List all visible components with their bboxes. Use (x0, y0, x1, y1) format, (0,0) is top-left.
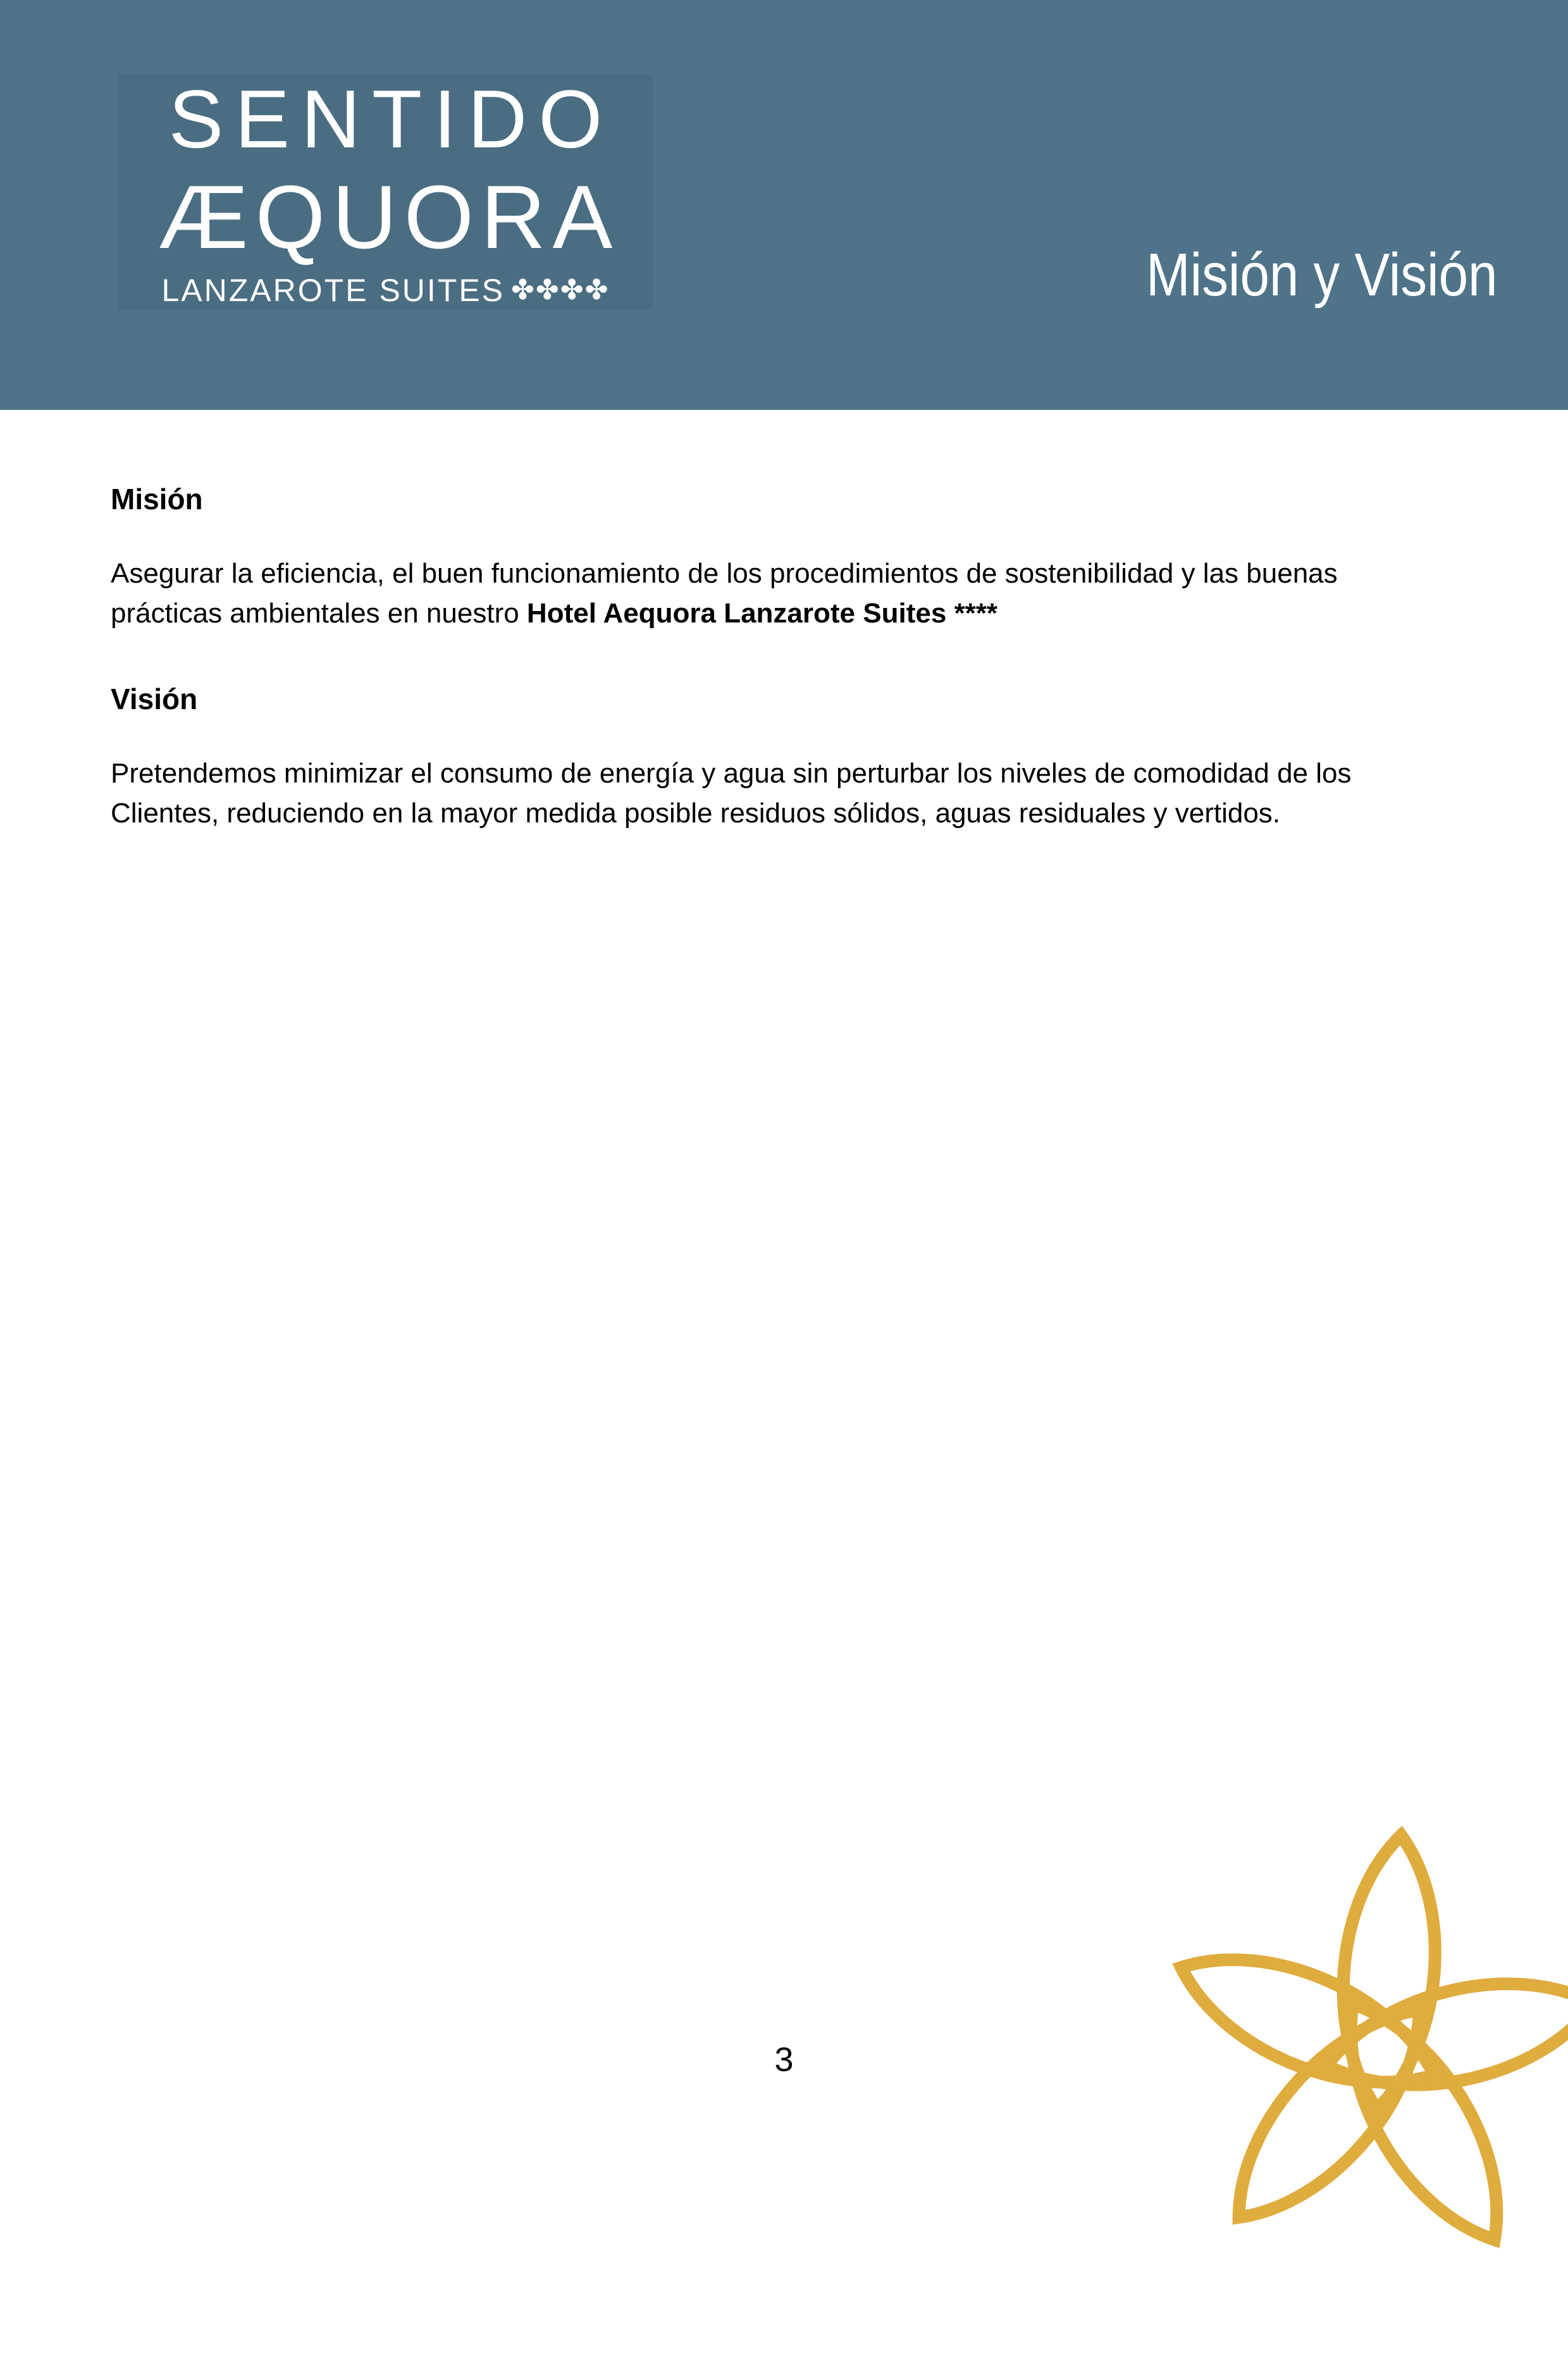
flower-icon (1066, 1736, 1568, 2369)
hotel-logo (118, 72, 653, 309)
page-number: 3 (774, 2041, 794, 2079)
mision-line2-regular: prácticas ambientales en nuestro (111, 598, 527, 629)
header-band (0, 0, 1568, 410)
four-stars-icon: ✤✤✤✤ (511, 273, 610, 306)
vision-line2: Clientes, reduciendo en la mayor medida posible residuos sólidos, aguas residuales y vertidos. (111, 798, 1281, 829)
vision-paragraph (111, 753, 1419, 833)
mision-line2-bold: Hotel Aequora Lanzarote Suites **** (526, 598, 998, 629)
logo-hotel-name-text: ÆQUORA (158, 166, 620, 268)
vision-heading: Visión (111, 683, 198, 715)
logo-subtitle (162, 274, 610, 307)
page-content (111, 484, 1419, 833)
logo-brand-text: SENTIDO (168, 72, 614, 165)
page-title: Misión y Visión (1145, 241, 1497, 309)
mision-line1: Asegurar la eficiencia, el buen funcionamiento de los procedimientos de sostenibilidad y las buenas (111, 558, 1338, 589)
mision-heading: Misión (111, 483, 203, 516)
logo-subtitle-text: LANZAROTE SUITES (161, 272, 505, 308)
mision-paragraph (111, 554, 1419, 633)
vision-line1: Pretendemos minimizar el consumo de energía y agua sin perturbar los niveles de comodidad de los (111, 758, 1352, 789)
